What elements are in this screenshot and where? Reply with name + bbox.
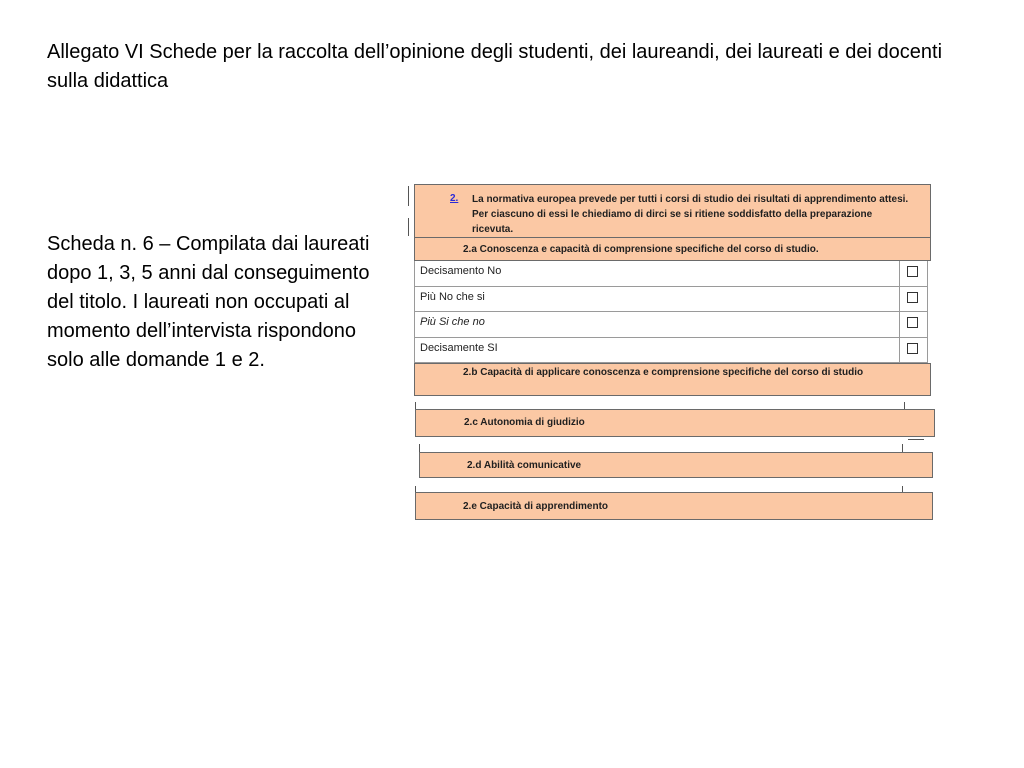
answer-checkbox[interactable]	[907, 343, 918, 354]
section-2c-label: 2.c Autonomia di giudizio	[464, 417, 585, 428]
row-divider	[899, 338, 900, 362]
section-2d-label: 2.d Abilità comunicative	[467, 460, 582, 471]
answer-checkbox[interactable]	[907, 292, 918, 303]
section-2b-label: 2.b Capacità di applicare conoscenza e comprensione specifiche del corso di studio	[463, 367, 864, 378]
section-header-2b	[414, 363, 931, 396]
scan-mark	[419, 444, 420, 452]
answer-option-label: Decisamento No	[420, 265, 502, 277]
scan-border-left	[408, 186, 409, 206]
question-text: La normativa europea prevede per tutti i corsi di studio dei risultati di apprendimento attesi. Per ciascuno di essi le chiediamo di dirci se si ritiene soddisfatto della preparazione ricevuta.	[472, 194, 909, 235]
answer-option-label: Più No che si	[420, 291, 485, 303]
answer-option-label: Decisamente SI	[420, 342, 498, 354]
section-header-2a	[414, 237, 931, 261]
answer-option-row[interactable]	[414, 287, 928, 312]
section-header-2c	[415, 409, 935, 437]
question-number: 2.	[450, 193, 459, 204]
section-header-2e	[415, 492, 933, 520]
row-divider	[899, 312, 900, 337]
row-divider	[899, 287, 900, 311]
answer-option-row[interactable]	[414, 312, 928, 338]
section-2a-label: 2.a Conoscenza e capacità di comprensione specifiche del corso di studio.	[463, 244, 819, 255]
answer-checkbox[interactable]	[907, 266, 918, 277]
scan-mark	[908, 439, 924, 440]
scan-mark	[902, 444, 903, 452]
answer-option-row[interactable]	[414, 338, 928, 363]
answer-checkbox[interactable]	[907, 317, 918, 328]
slide-title: Allegato VI Schede per la raccolta dell’opinione degli studenti, dei laureandi, dei laureati e dei docenti sulla didattica	[47, 41, 943, 92]
question-header	[414, 184, 931, 239]
answer-option-label: Più Si che no	[420, 316, 485, 328]
section-header-2d	[419, 452, 933, 478]
section-2e-label: 2.e Capacità di apprendimento	[463, 501, 609, 512]
scan-border-left	[408, 218, 409, 236]
answer-option-row[interactable]	[414, 261, 928, 287]
questionnaire-excerpt	[405, 180, 940, 525]
row-divider	[899, 261, 900, 286]
form-description: Scheda n. 6 – Compilata dai laureati dopo 1, 3, 5 anni dal conseguimento del titolo. I laureati non occupati al momento dell’intervista rispondono solo alle domande 1 e 2.	[47, 233, 370, 371]
